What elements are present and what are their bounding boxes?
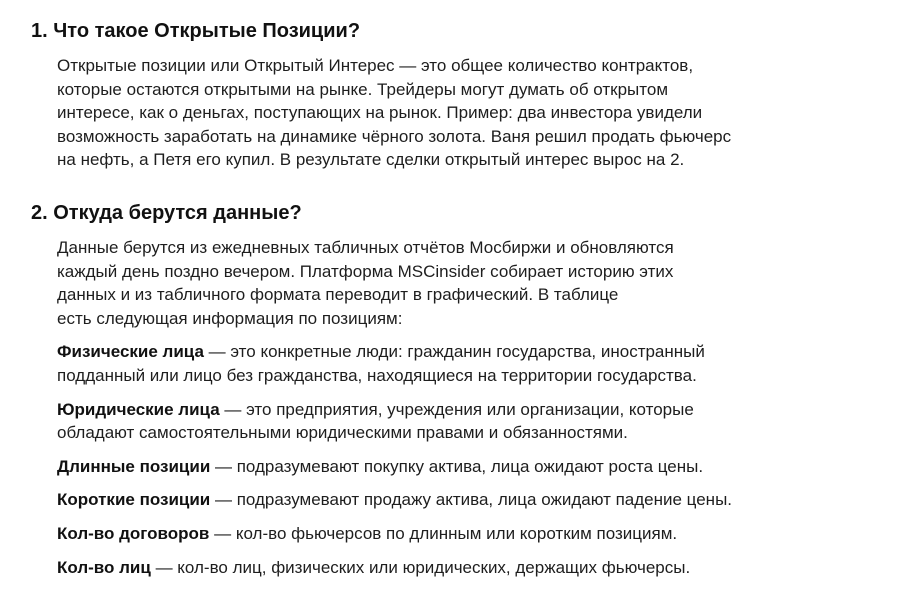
definition-persons-count: [57, 556, 871, 580]
section-title: 1. Что такое Открытые Позиции?: [31, 20, 361, 42]
text-line: Открытые позиции или Открытый Интерес — это общее количество контрактов,: [57, 56, 694, 75]
text-line: возможность заработать на динамике чёрного золота. Ваня решил продать фьючерс: [57, 126, 732, 146]
text-line: Данные берутся из ежедневных табличных отчётов Мосбиржи и обновляются: [57, 237, 674, 257]
faq-section-data-source: [31, 196, 871, 579]
section-body: [57, 236, 871, 579]
definition-term: Короткие позиции: [57, 490, 211, 510]
definition-term: Кол-во лиц: [57, 557, 151, 577]
definition-term: Длинные позиции: [57, 456, 211, 476]
text-line: интересе, как о деньгах, поступающих на рынок. Пример: два инвестора увидели: [57, 103, 703, 123]
faq-section-open-positions: [31, 14, 871, 172]
text-line: каждый день поздно вечером. Платформа MSCinsider собирает историю этих: [57, 261, 674, 281]
definition-text: — подразумевают покупку актива, лица ожидают роста цены.: [210, 456, 704, 476]
definition-long-positions: [57, 455, 871, 479]
definition-text: — это конкретные люди: гражданин государства, иностранный: [203, 342, 705, 362]
faq-content: [31, 14, 871, 579]
section-body: [57, 54, 871, 172]
definition-text: подданный или лицо без гражданства, находящиеся на территории государства.: [57, 365, 697, 385]
definition-individuals: [57, 340, 871, 387]
definition-text: — кол-во лиц, физических или юридических, держащих фьючерсы.: [150, 557, 691, 577]
text-line: которые остаются открытыми на рынке. Трейдеры могут думать об открытом: [57, 79, 669, 99]
definition-text: — это предприятия, учреждения или организации, которые: [219, 399, 694, 419]
definition-legal-entities: [57, 398, 871, 445]
definition-text: обладают самостоятельными юридическими правами и обязанностями.: [57, 423, 628, 443]
definition-text: — кол-во фьючерсов по длинным или коротким позициям.: [209, 523, 678, 543]
definition-term: Юридические лица: [57, 399, 220, 419]
paragraph: [57, 54, 871, 172]
text-line: есть следующая информация по позициям:: [57, 308, 403, 328]
definition-term: Кол-во договоров: [57, 523, 210, 543]
definition-short-positions: [57, 488, 871, 512]
definition-term: Физические лица: [57, 342, 204, 362]
section-title: 2. Откуда берутся данные?: [31, 201, 302, 224]
paragraph: [57, 236, 871, 330]
definition-text: — подразумевают продажу актива, лица ожидают падение цены.: [210, 490, 733, 510]
definition-contracts-count: [57, 522, 871, 546]
text-line: на нефть, а Петя его купил. В результате сделки открытый интерес вырос на 2.: [57, 150, 685, 170]
text-line: данных и из табличного формата переводит в графический. В таблице: [57, 285, 619, 305]
